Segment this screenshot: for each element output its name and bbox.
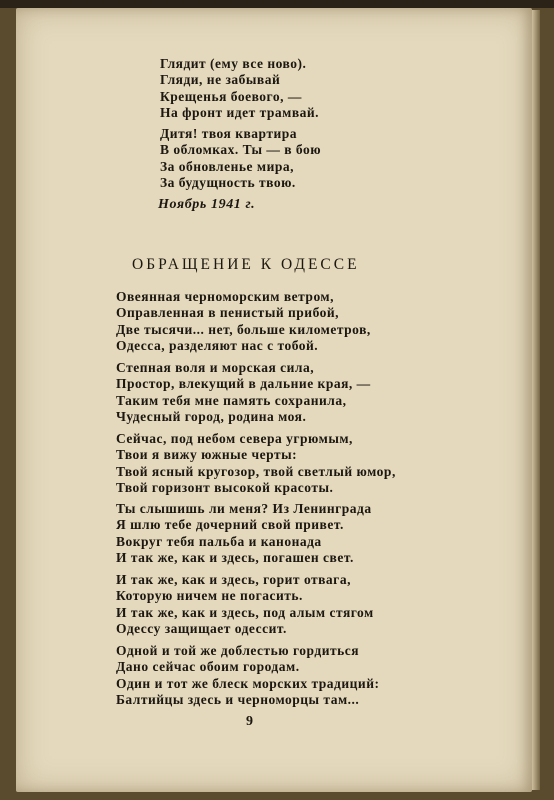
poem-line: Степная воля и морская сила,: [116, 360, 315, 375]
poem-line: Одесса, разделяют нас с тобой.: [116, 337, 319, 353]
poem2-stanza-3: [116, 431, 396, 496]
poem-line: Крещенья боевого, —: [160, 88, 302, 104]
poem-line: И так же, как и здесь, горит отвага,: [116, 572, 351, 587]
scan-top-border: [0, 0, 554, 8]
poem2-stanza-5: [116, 572, 374, 637]
poem-line: За обновленье мира,: [160, 158, 295, 174]
page-number: 9: [246, 714, 253, 729]
poem-line: Ты слышишь ли меня? Из Ленинграда: [116, 501, 372, 516]
poem-line: Один и тот же блеск морских традиций:: [116, 675, 380, 691]
poem-line: Чудесный город, родина моя.: [116, 408, 307, 424]
poem-line: Гляди, не забывай: [160, 72, 281, 88]
poem-line: Твой ясный кругозор, твой светлый юмор,: [116, 463, 396, 479]
poem-line: Которую ничем не погасить.: [116, 588, 303, 604]
poem-line: Оправленная в пенистый прибой,: [116, 305, 340, 321]
poem-line: Одессу защищает одессит.: [116, 620, 287, 636]
poem2-stanza-1: [116, 289, 371, 354]
poem-line: Я шлю тебе дочерний свой привет.: [116, 517, 344, 533]
poem-line: И так же, как и здесь, погашен свет.: [116, 549, 354, 565]
poem-line: На фронт идет трамвай.: [160, 104, 320, 120]
poem-line: Простор, влекущий в дальние края, —: [116, 376, 371, 392]
poem1-stanza-2: [160, 126, 321, 191]
poem-line: Дано сейчас обоим городам.: [116, 659, 300, 675]
poem-line: Балтийцы здесь и черноморцы там...: [116, 691, 360, 707]
book-page: [16, 8, 532, 792]
poem-line: И так же, как и здесь, под алым стягом: [116, 604, 374, 620]
poem-line: Твои я вижу южные черты:: [116, 447, 298, 463]
poem-title: ОБРАЩЕНИЕ К ОДЕССЕ: [132, 256, 360, 273]
poem-line: Овеянная черноморским ветром,: [116, 289, 335, 304]
poem-line: Сейчас, под небом севера угрюмым,: [116, 431, 353, 446]
poem-line: За будущность твою.: [160, 174, 296, 190]
poem-line: Одной и той же доблестью гордиться: [116, 643, 360, 658]
poem-line: Две тысячи... нет, больше километров,: [116, 321, 371, 337]
poem1-stanza-1: [160, 56, 319, 121]
poem2-stanza-2: [116, 360, 371, 425]
poem-line: Вокруг тебя пальба и канонада: [116, 533, 322, 549]
poem2-stanza-6: [116, 643, 379, 708]
poem2-stanza-4: [116, 501, 372, 566]
poem-line: Твой горизонт высокой красоты.: [116, 479, 334, 495]
poem-line: Таким тебя мне память сохранила,: [116, 392, 347, 408]
poem-line: В обломках. Ты — в бою: [160, 142, 322, 158]
page-edge: [532, 10, 540, 790]
poem-line: Дитя! твоя квартира: [160, 126, 298, 141]
poem-date: Ноябрь 1941 г.: [158, 197, 256, 212]
poem-line: Глядит (ему все ново).: [160, 56, 307, 71]
